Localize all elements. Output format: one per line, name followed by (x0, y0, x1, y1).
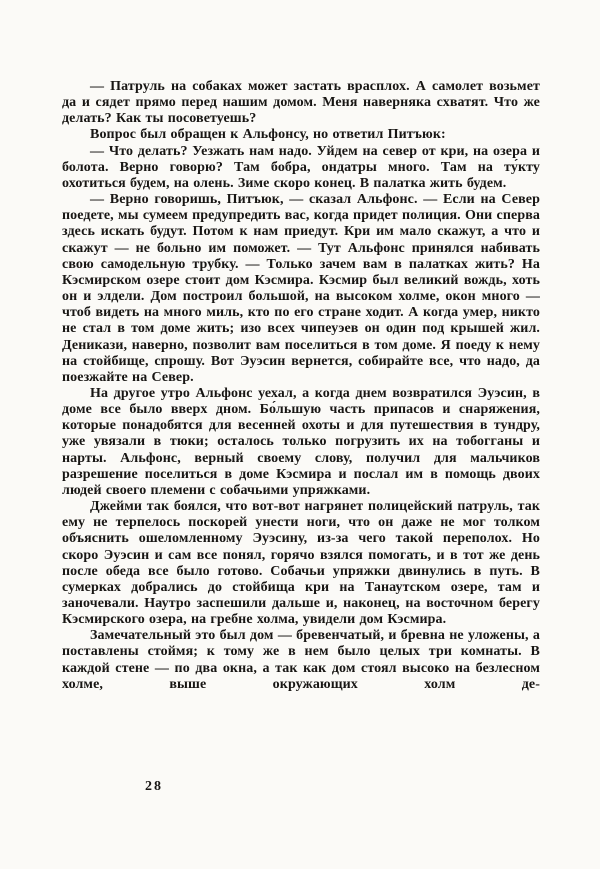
paragraph: — Верно говоришь, Питъюк, — сказал Альфонс. — Если на Север поедете, мы сумеем предупредить вас, когда придет полиция. Они сперва здесь искать будут. Потом к нам приедут. Кри им мало скажут, а что и скажут — не больно им поможет. — Тут Альфонс принялся набивать свою самодельную трубку. — Только зачем вам в палатках жить? На Кэсмирском озере стоит дом Кэсмира. Кэсмир был великий вождь, хоть он и элдели. Дом построил большой, на высоком холме, окон много — чтоб видеть на много миль, кто по его стране ходит. А когда умер, никто не стал в том доме жить; изо всех чипеуэев он один под крышей жил. Деникази, наверно, позволит вам поселиться в том доме. Я поеду к нему на стойбище, спрошу. Вот Эуэсин вернется, собирайте все, что надо, да поезжайте на Север. (62, 192, 540, 385)
paragraph: — Что делать? Уезжать нам надо. Уйдем на север от кри, на озера и болота. Верно говорю? Там бобра, ондатры много. Там на ту́кту охотиться будем, на олень. Зиме скоро конец. В палатка жить будем. (62, 143, 540, 191)
paragraph: Замечательный это был дом — бревенчатый, и бревна не уложены, а поставлены стоймя; к тому же в нем было целых три комнаты. В каждой стене — по два окна, а так как дом стоял высоко на безлесном холме, выше окружающих холм де- (62, 628, 540, 692)
paragraph: На другое утро Альфонс уехал, а когда днем возвратился Эуэсин, в доме все было вверх дном. Бо́льшую часть припасов и снаряжения, которые понадобятся для весенней охоты и для путешествия в тундру, уже увязали в тюки; осталось только погрузить их на тобогганы и нарты. Альфонс, верный своему слову, получил для мальчиков разрешение поселиться в доме Кэсмира и послал им в помощь двоих людей своего племени с собачьими упряжками. (62, 385, 540, 498)
paragraph: Вопрос был обращен к Альфонсу, но ответил Питъюк: (90, 127, 446, 143)
paragraph: Джейми так боялся, что вот-вот нагрянет полицейский патруль, так ему не терпелось поскорей унести ноги, что он даже не мог толком объяснить ошеломленному Эуэсину, из-за чего такой переполох. Но скоро Эуэсин и сам все понял, горячо взялся помогать, и в тот же день после обеда все было готово. Собачьи упряжки двинулись в путь. В сумерках добрались до стойбища кри на Танаутском озере, там и заночевали. Наутро заспешили дальше и, наконец, на восточном берегу Кэсмирского озера, на гребне холма, увидели дом Кэсмира. (62, 499, 540, 628)
page-text (62, 79, 540, 693)
paragraph: — Патруль на собаках может застать врасплох. А самолет возьмет да и сядет прямо перед нашим домом. Меня наверняка схватят. Что же делать? Как ты посоветуешь? (62, 79, 540, 127)
page-number: 28 (145, 779, 163, 794)
